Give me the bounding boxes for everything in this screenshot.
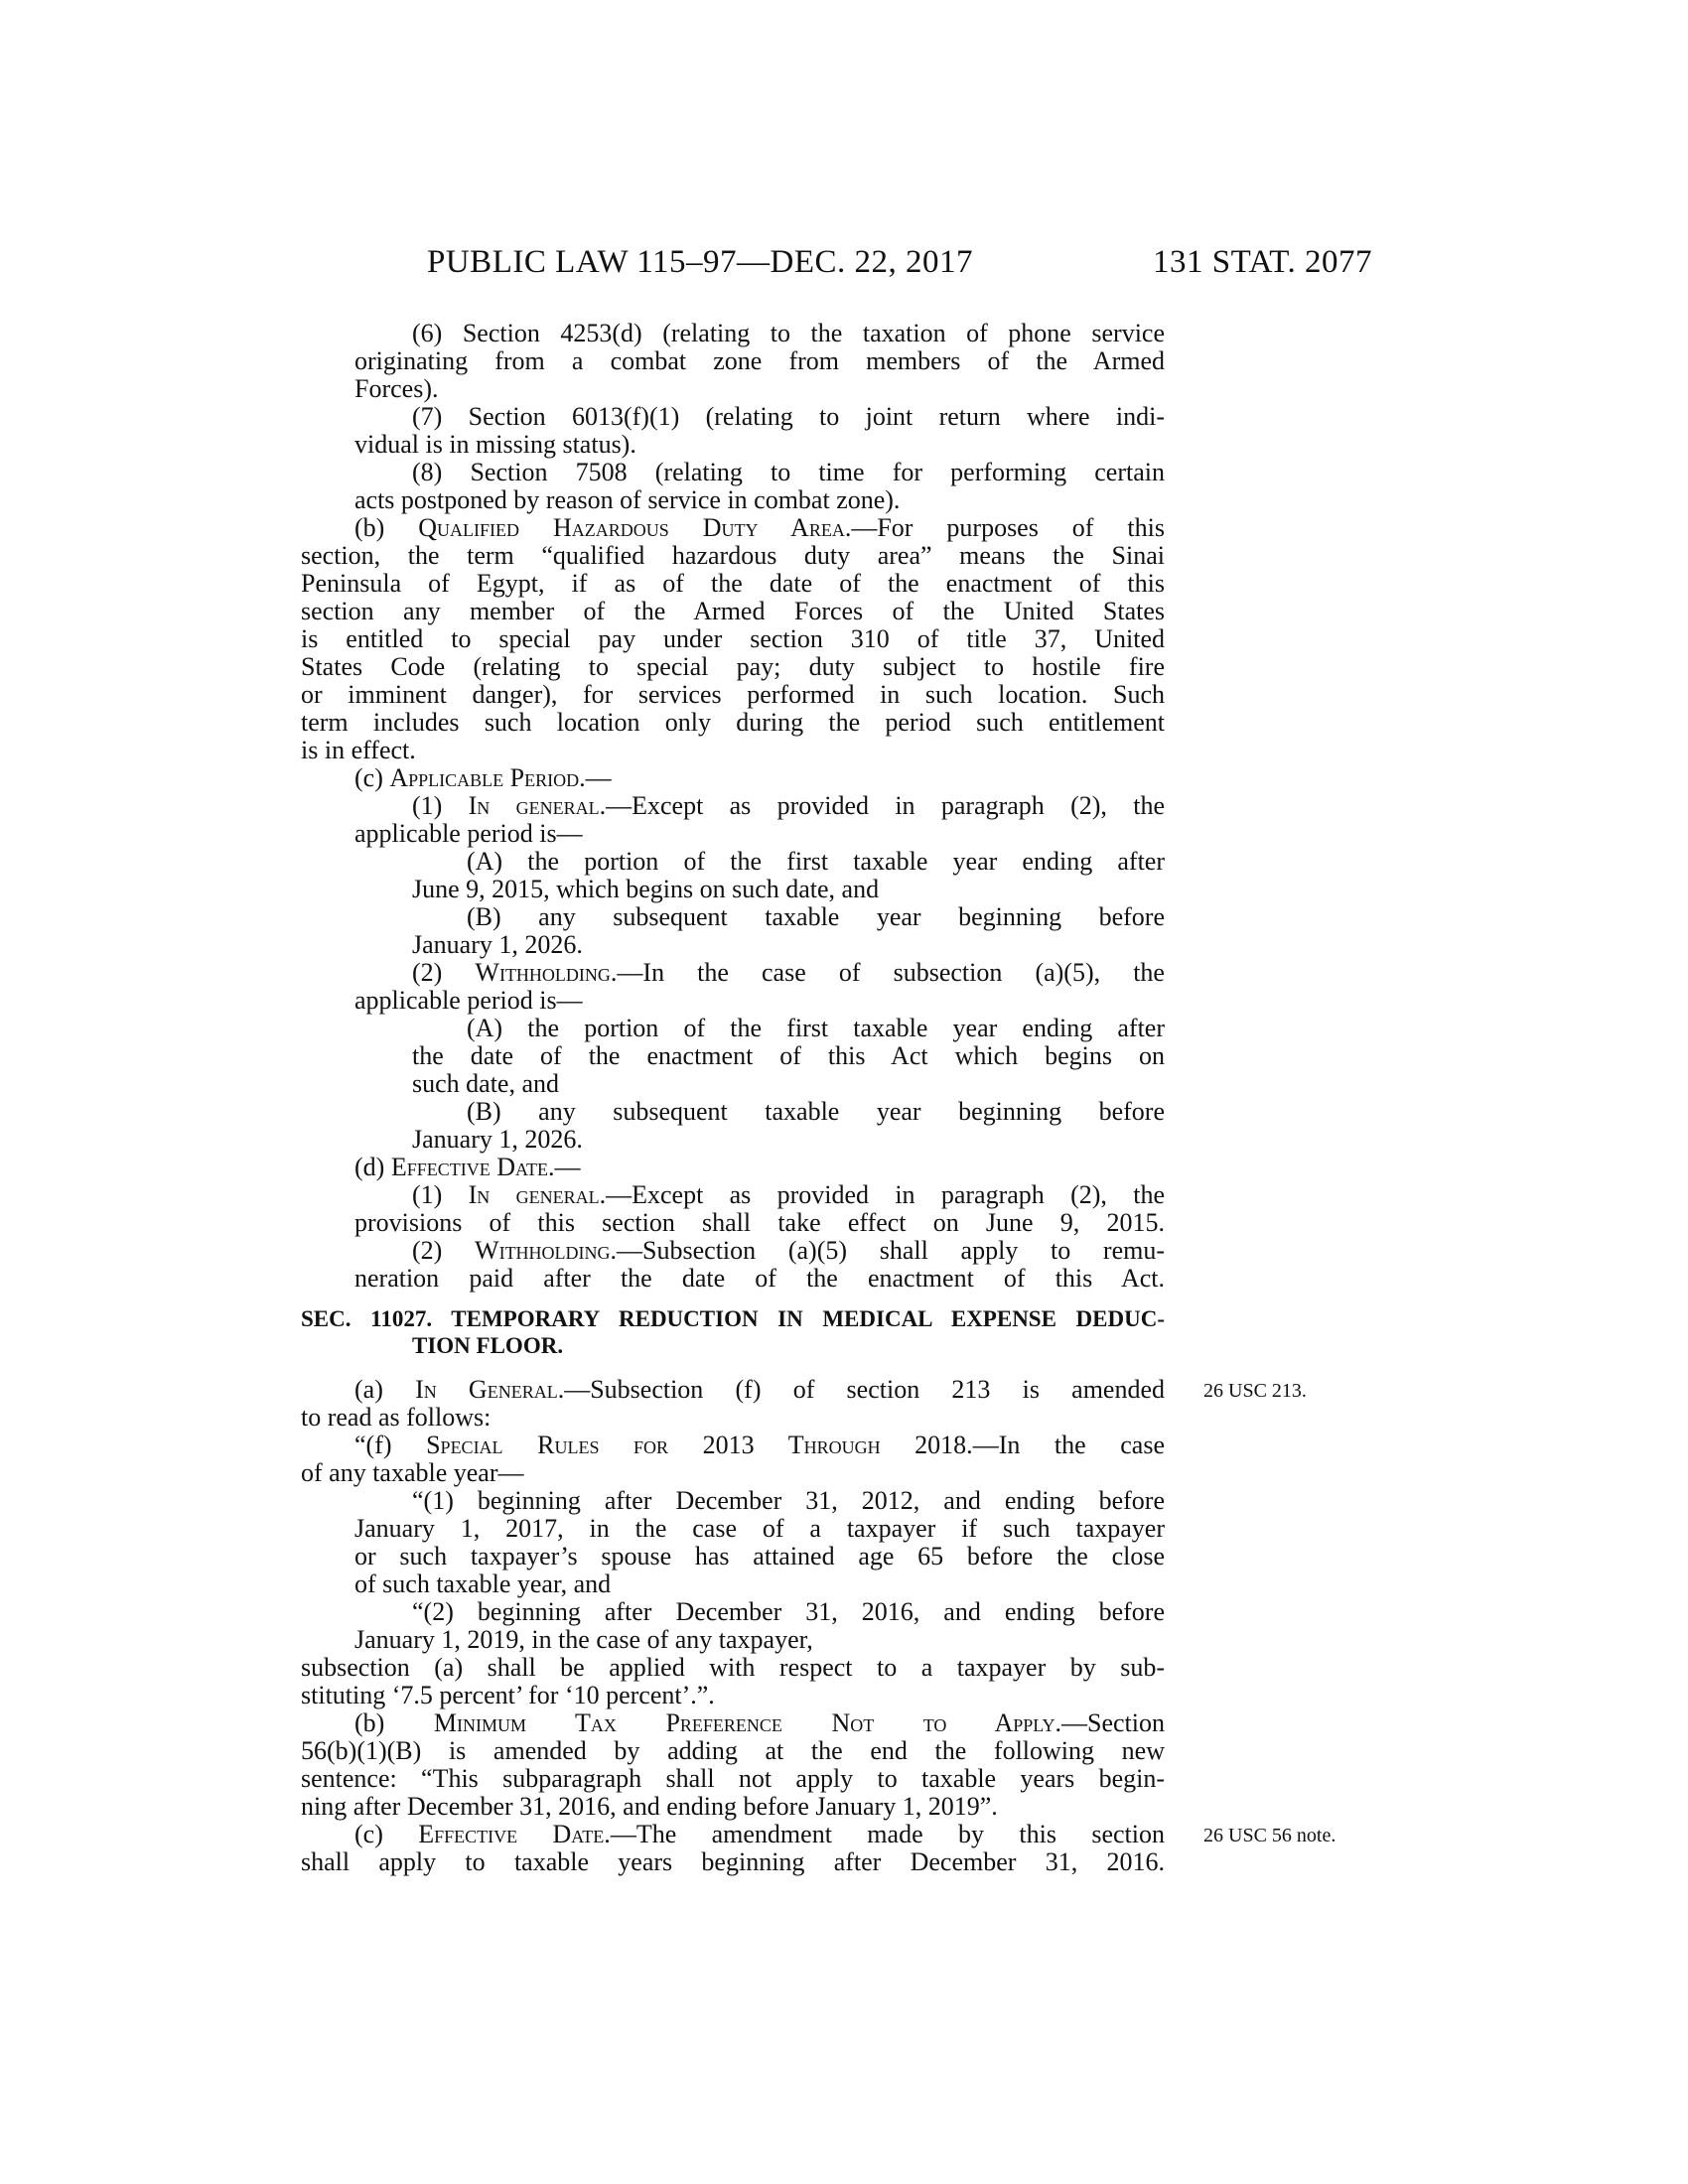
paragraph-text: — — [554, 1154, 581, 1181]
paragraph-heading: Applicable Period. — [389, 764, 586, 792]
paragraph-label: “(f) — [354, 1432, 427, 1459]
text-line: States Code (relating to special pay; duty subject to hostile fire — [301, 653, 1165, 681]
text-line — [354, 514, 1165, 542]
text-line: section, the term “qualified hazardous duty area” means the Sinai — [301, 542, 1165, 570]
paragraph-heading: Effective Date. — [390, 1154, 555, 1181]
paragraph-text: —Except as provided in paragraph (2), the — [606, 1181, 1165, 1209]
text-line: 56(b)(1)(B) is amended by adding at the end the following new — [301, 1737, 1165, 1765]
page-header-stat: 131 STAT. 2077 — [1152, 244, 1372, 280]
text-line: such date, and — [412, 1070, 560, 1098]
text-line — [354, 1376, 1165, 1404]
text-line: (7) Section 6013(f)(1) (relating to joint return where indi- — [412, 403, 1165, 431]
text-line: subsection (a) shall be applied with respect to a taxpayer by sub- — [301, 1654, 1165, 1682]
text-line — [354, 1432, 1165, 1459]
text-line: of such taxable year, and — [354, 1570, 612, 1598]
text-line: (8) Section 7508 (relating to time for performing certain — [412, 459, 1165, 486]
text-line: or imminent danger), for services performed in such location. Such — [301, 681, 1165, 709]
paragraph-text: —In the case — [972, 1432, 1165, 1459]
text-line: originating from a combat zone from members of the Armed — [354, 347, 1165, 375]
paragraph-heading: In general. — [468, 792, 607, 820]
paragraph-heading: Withholding. — [475, 1237, 618, 1265]
paragraph-text: —Except as provided in paragraph (2), the — [606, 792, 1165, 820]
margin-note: 26 USC 213. — [1203, 1380, 1307, 1402]
paragraph-label: (2) — [412, 1237, 476, 1265]
text-line — [412, 1237, 1165, 1265]
text-line — [354, 1709, 1165, 1737]
text-line: January 1, 2026. — [412, 931, 583, 959]
text-line — [412, 959, 1165, 987]
text-line: neration paid after the date of the enactment of this Act. — [354, 1265, 1165, 1293]
text-line: vidual is in missing status). — [354, 431, 636, 459]
text-line: (B) any subsequent taxable year beginning before — [467, 1098, 1165, 1126]
paragraph-text: —The amendment made by this section — [610, 1821, 1165, 1848]
paragraph-heading: Qualified Hazardous Duty Area. — [418, 514, 852, 542]
text-line: “(1) beginning after December 31, 2012, and ending before — [412, 1487, 1165, 1515]
paragraph-text: —For purposes of this — [851, 514, 1165, 542]
text-line — [354, 1821, 1165, 1848]
text-line: January 1, 2019, in the case of any taxpayer, — [354, 1626, 813, 1654]
paragraph-label: (1) — [412, 792, 469, 820]
text-line: or such taxpayer’s spouse has attained age 65 before the close — [354, 1543, 1165, 1570]
text-line: provisions of this section shall take effect on June 9, 2015. — [354, 1209, 1165, 1237]
text-line: applicable period is— — [354, 820, 583, 848]
text-line — [354, 1154, 1165, 1181]
text-line: January 1, 2017, in the case of a taxpayer if such taxpayer — [354, 1515, 1165, 1543]
text-line: term includes such location only during the period such entitlement — [301, 709, 1165, 737]
paragraph-label: (b) — [354, 514, 419, 542]
paragraph-label: (c) — [354, 764, 390, 792]
paragraph-label: (2) — [412, 959, 476, 987]
page-header-title: PUBLIC LAW 115–97—DEC. 22, 2017 — [427, 244, 974, 280]
paragraph-text: —Subsection (f) of section 213 is amended — [564, 1376, 1165, 1404]
paragraph-label: (d) — [354, 1154, 391, 1181]
text-line: applicable period is— — [354, 987, 583, 1015]
text-line: of any taxable year— — [301, 1459, 524, 1487]
paragraph-heading: Effective Date. — [418, 1821, 611, 1848]
text-line: acts postponed by reason of service in combat zone). — [354, 486, 901, 514]
text-line: is in effect. — [301, 737, 416, 764]
paragraph-label: (1) — [412, 1181, 469, 1209]
text-line: “(2) beginning after December 31, 2016, and ending before — [412, 1598, 1165, 1626]
text-line: ning after December 31, 2016, and ending before January 1, 2019”. — [301, 1793, 998, 1821]
text-line: (6) Section 4253(d) (relating to the taxation of phone service — [412, 320, 1165, 347]
text-line: (A) the portion of the first taxable year ending after — [467, 1015, 1165, 1042]
text-line: sentence: “This subparagraph shall not apply to taxable years begin- — [301, 1765, 1165, 1793]
text-line: Forces). — [354, 375, 439, 403]
text-line: section any member of the Armed Forces of the United States — [301, 598, 1165, 625]
paragraph-heading: In general. — [468, 1181, 607, 1209]
paragraph-heading: Withholding. — [475, 959, 618, 987]
paragraph-label: (b) — [354, 1709, 434, 1737]
section-heading: TION FLOOR. — [412, 1333, 564, 1358]
text-line — [354, 764, 1165, 792]
paragraph-heading: In General. — [415, 1376, 565, 1404]
text-line: the date of the enactment of this Act which begins on — [412, 1042, 1165, 1070]
text-line: shall apply to taxable years beginning after December 31, 2016. — [301, 1848, 1165, 1876]
text-line: Peninsula of Egypt, if as of the date of the enactment of this — [301, 570, 1165, 598]
text-line: to read as follows: — [301, 1404, 492, 1432]
paragraph-text: —In the case of subsection (a)(5), the — [617, 959, 1165, 987]
text-line: stituting ‘7.5 percent’ for ‘10 percent’.”. — [301, 1682, 715, 1709]
text-line: January 1, 2026. — [412, 1126, 583, 1154]
text-line — [412, 1181, 1165, 1209]
paragraph-label: (a) — [354, 1376, 416, 1404]
margin-note: 26 USC 56 note. — [1203, 1825, 1336, 1846]
text-line: (A) the portion of the first taxable year ending after — [467, 848, 1165, 876]
paragraph-label: (c) — [354, 1821, 419, 1848]
text-line: (B) any subsequent taxable year beginning before — [467, 903, 1165, 931]
section-heading: SEC. 11027. TEMPORARY REDUCTION IN MEDICAL EXPENSE DEDUC- — [301, 1306, 1165, 1331]
paragraph-text: —Subsection (a)(5) shall apply to remu- — [617, 1237, 1165, 1265]
paragraph-heading: Minimum Tax Preference Not to Apply. — [433, 1709, 1061, 1737]
text-line: is entitled to special pay under section 310 of title 37, United — [301, 625, 1165, 653]
paragraph-text: — — [585, 764, 612, 792]
text-line: June 9, 2015, which begins on such date, and — [412, 876, 880, 903]
paragraph-text: —Section — [1061, 1709, 1165, 1737]
paragraph-heading: Special Rules for 2013 Through 2018. — [426, 1432, 973, 1459]
text-line — [412, 792, 1165, 820]
